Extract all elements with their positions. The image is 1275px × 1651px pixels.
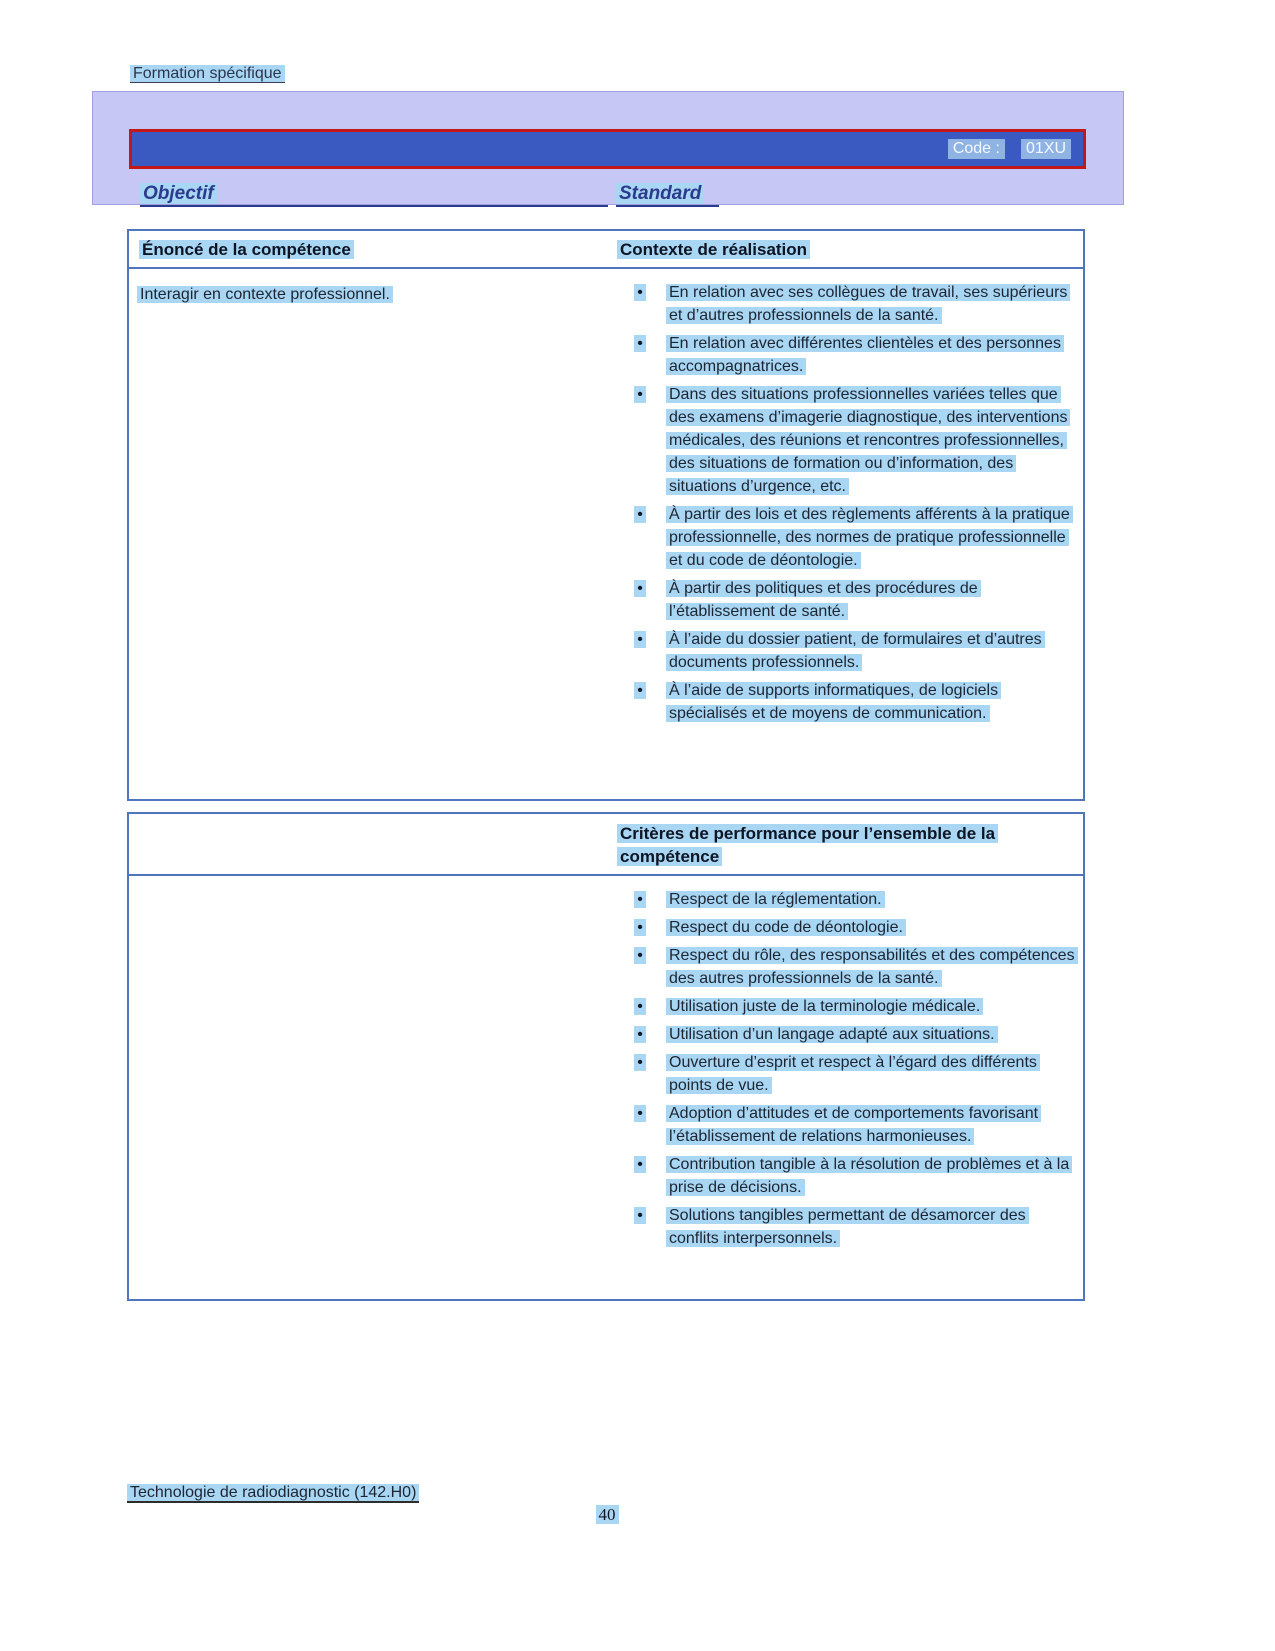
context-list-item	[616, 281, 1077, 327]
criteria-list-item	[616, 1153, 1077, 1199]
criteria-list	[616, 888, 1083, 1255]
competence-table	[127, 229, 1085, 801]
criteria-item-text: Respect du code de déontologie.	[666, 919, 906, 936]
criteria-list-item	[616, 1204, 1077, 1250]
criteria-item-text: Respect du rôle, des responsabilités et des compétences des autres professionnels de la santé.	[666, 947, 1078, 987]
header-enonce: Énoncé de la compétence	[129, 238, 616, 261]
objectif-heading	[140, 183, 608, 207]
criteria-item-text: Utilisation juste de la terminologie médicale.	[666, 998, 983, 1015]
competence-statement: Interagir en contexte professionnel.	[129, 281, 616, 730]
running-header	[130, 65, 285, 83]
context-item-text: À partir des politiques et des procédures de l’établissement de santé.	[666, 580, 981, 620]
bullet-icon: •	[631, 503, 649, 526]
context-list-item	[616, 332, 1077, 378]
context-list-item	[616, 503, 1077, 572]
bullet-icon: •	[631, 281, 649, 304]
competence-table-body	[129, 269, 1083, 730]
bullet-icon: •	[631, 1051, 649, 1074]
page-number: 40	[0, 1505, 1214, 1525]
context-list-item	[616, 383, 1077, 498]
section-label: Formation spécifique	[130, 65, 285, 83]
footer-program: Technologie de radiodiagnostic (142.H0)	[127, 1484, 419, 1502]
criteria-list-item	[616, 888, 1077, 911]
bullet-icon: •	[631, 332, 649, 355]
criteria-item-text: Respect de la réglementation.	[666, 891, 885, 908]
bullet-icon: •	[631, 577, 649, 600]
context-item-text: À partir des lois et des règlements afférents à la pratique professionnelle, des normes de pratique professionnelle et du code de déontologie.	[666, 506, 1073, 569]
criteria-list-item	[616, 1023, 1077, 1046]
criteria-list-item	[616, 1102, 1077, 1148]
context-item-text: À l’aide de supports informatiques, de logiciels spécialisés et de moyens de communication.	[666, 682, 1001, 722]
context-item-text: À l’aide du dossier patient, de formulaires et d’autres documents professionnels.	[666, 631, 1045, 671]
criteria-item-text: Contribution tangible à la résolution de problèmes et à la prise de décisions.	[666, 1156, 1072, 1196]
criteria-list-item	[616, 1051, 1077, 1097]
bullet-icon: •	[631, 628, 649, 651]
competence-table-header	[129, 231, 1083, 269]
code-value: 01XU	[1021, 139, 1071, 159]
standard-heading-label: Standard	[616, 183, 704, 204]
context-list-item	[616, 679, 1077, 725]
criteria-table	[127, 812, 1085, 1301]
criteria-item-text: Adoption d’attitudes et de comportements favorisant l’établissement de relations harmonieuses.	[666, 1105, 1041, 1145]
code-label: Code :	[948, 139, 1005, 159]
context-list-item	[616, 628, 1077, 674]
standard-heading	[616, 183, 719, 207]
bullet-icon: •	[631, 679, 649, 702]
header-contexte: Contexte de réalisation	[616, 238, 1083, 261]
context-list-item	[616, 577, 1077, 623]
bullet-icon: •	[631, 1102, 649, 1125]
criteria-item-text: Solutions tangibles permettant de désamorcer des conflits interpersonnels.	[666, 1207, 1029, 1247]
bullet-icon: •	[631, 888, 649, 911]
bullet-icon: •	[631, 1153, 649, 1176]
bullet-icon: •	[631, 1204, 649, 1227]
criteria-table-body	[129, 876, 1083, 1255]
bullet-icon: •	[631, 995, 649, 1018]
criteria-empty-cell	[129, 888, 616, 1255]
criteria-list-item	[616, 995, 1077, 1018]
criteria-item-text: Ouverture d’esprit et respect à l’égard des différents points de vue.	[666, 1054, 1040, 1094]
criteria-header-label: Critères de performance pour l’ensemble de la compétence	[616, 814, 1083, 874]
criteria-item-text: Utilisation d’un langage adapté aux situations.	[666, 1026, 998, 1043]
context-item-text: En relation avec ses collègues de travail, ses supérieurs et d’autres professionnels de la santé.	[666, 284, 1070, 324]
context-list	[616, 281, 1083, 730]
objectif-heading-label: Objectif	[140, 183, 217, 204]
bullet-icon: •	[631, 1023, 649, 1046]
bullet-icon: •	[631, 944, 649, 967]
context-item-text: Dans des situations professionnelles variées telles que des examens d’imagerie diagnostique, des interventions médicales, des réunions et rencontres professionnelles, des situations de formation ou d’information, des situations d’urgence, etc.	[666, 386, 1070, 495]
code-bar	[129, 129, 1086, 169]
context-item-text: En relation avec différentes clientèles et des personnes accompagnatrices.	[666, 335, 1064, 375]
criteria-list-item	[616, 916, 1077, 939]
criteria-list-item	[616, 944, 1077, 990]
bullet-icon: •	[631, 916, 649, 939]
criteria-table-header	[129, 814, 1083, 876]
criteria-header-empty-cell	[129, 814, 616, 874]
bullet-icon: •	[631, 383, 649, 406]
